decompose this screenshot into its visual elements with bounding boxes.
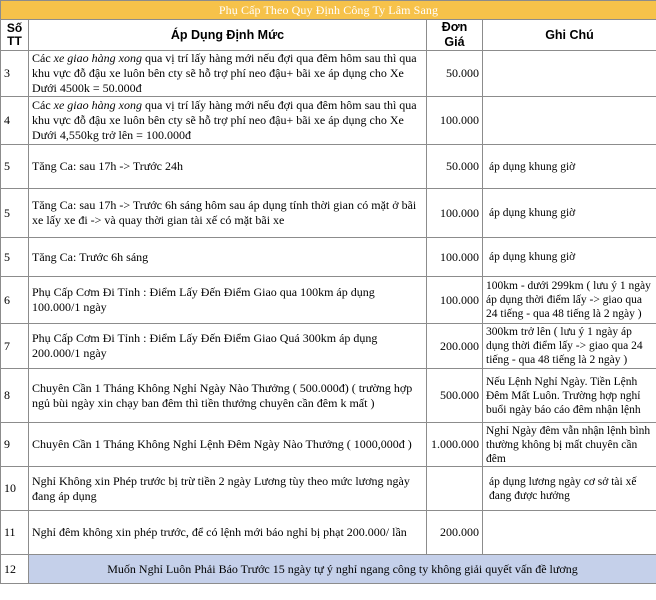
cell-stt[interactable]: 8 (1, 369, 29, 423)
cell-note[interactable]: Nếu Lệnh Nghỉ Ngày. Tiền Lệnh Đêm Mất Luôn. Trường hợp nghỉ buổi ngày báo cáo đêm nhận lệnh (483, 369, 656, 423)
table-row (1, 467, 656, 511)
cell-price[interactable]: 50.000 (427, 145, 483, 189)
cell-rule[interactable] (29, 97, 427, 145)
cell-stt[interactable]: 10 (1, 467, 29, 511)
table-row (1, 51, 656, 97)
cell-stt[interactable]: 3 (1, 51, 29, 97)
table-title[interactable]: Phụ Cấp Theo Quy Định Công Ty Lâm Sang (1, 1, 656, 20)
cell-price[interactable]: 200.000 (427, 511, 483, 555)
header-note[interactable]: Ghi Chú (483, 20, 656, 51)
cell-note[interactable] (483, 511, 656, 555)
cell-note[interactable]: 300km trở lên ( lưu ý 1 ngày áp dụng thời điểm lấy -> giao qua 24 tiếng - qua 48 tiếng là 2 ngày ) (483, 324, 656, 369)
table-row (1, 277, 656, 324)
rule-text-italic: xe giao hàng xong (53, 51, 142, 65)
cell-price[interactable]: 100.000 (427, 277, 483, 324)
cell-rule[interactable]: Tăng Ca: Trước 6h sáng (29, 238, 427, 277)
title-row (1, 1, 656, 20)
cell-price[interactable]: 100.000 (427, 189, 483, 238)
cell-price[interactable]: 200.000 (427, 324, 483, 369)
cell-rule[interactable]: Chuyên Cần 1 Tháng Không Nghỉ Lệnh Đêm Ngày Nào Thưởng ( 1000,000đ ) (29, 423, 427, 467)
table-row-footer (1, 555, 656, 584)
cell-rule[interactable]: Chuyên Cần 1 Tháng Không Nghỉ Ngày Nào Thưởng ( 500.000đ) ( trường hợp ngủ bùi ngày xin chạy ban đêm thì tiền thưởng chuyên cần đêm k mất ) (29, 369, 427, 423)
header-stt[interactable]: Số TT (1, 20, 29, 51)
cell-footer-note[interactable]: Muốn Nghỉ Luôn Phải Báo Trước 15 ngày tự ý nghỉ ngang công ty không giải quyết vấn đề lương (29, 555, 656, 584)
cell-note[interactable] (483, 51, 656, 97)
cell-note[interactable] (483, 97, 656, 145)
cell-note[interactable]: áp dụng khung giờ (483, 145, 656, 189)
cell-stt[interactable]: 5 (1, 238, 29, 277)
rule-text-post: qua vị trí lấy hàng mới nếu đợi qua đêm hôm sau thì qua khu vực đỗ đậu xe luôn bên cty sẽ hỗ trợ phí neo đậu+ bãi xe áp dụng cho Xe Dưới 4500k = 50.000đ (32, 51, 417, 95)
cell-stt[interactable]: 11 (1, 511, 29, 555)
cell-stt[interactable]: 4 (1, 97, 29, 145)
cell-stt[interactable]: 12 (1, 555, 29, 584)
cell-stt[interactable]: 6 (1, 277, 29, 324)
cell-price[interactable]: 100.000 (427, 97, 483, 145)
header-row (1, 20, 656, 51)
header-price[interactable]: Đơn Giá (427, 20, 483, 51)
cell-stt[interactable]: 9 (1, 423, 29, 467)
cell-stt[interactable]: 5 (1, 145, 29, 189)
table-row (1, 324, 656, 369)
cell-price[interactable]: 50.000 (427, 51, 483, 97)
cell-note[interactable]: Nghỉ Ngày đêm vẫn nhận lệnh bình thường không bị mất chuyên cần đêm (483, 423, 656, 467)
cell-rule[interactable]: Nghỉ đêm không xin phép trước, để có lệnh mới báo nghỉ bị phạt 200.000/ lần (29, 511, 427, 555)
table-row (1, 145, 656, 189)
rule-text-post: qua vị trí lấy hàng mới nếu đợi qua đêm hôm sau thì qua khu vực đỗ đậu xe luôn bên cty sẽ hỗ trợ phí neo đậu+ bãi xe áp dụng cho Xe Dưới 4,550kg trở lên = 100.000đ (32, 98, 417, 142)
rule-text-italic: xe giao hàng xong (53, 98, 142, 112)
cell-rule[interactable]: Phụ Cấp Cơm Đi Tỉnh : Điểm Lấy Đến Điểm Giao Quá 300km áp dụng 200.000/1 ngày (29, 324, 427, 369)
cell-rule[interactable]: Nghỉ Không xin Phép trước bị trừ tiền 2 ngày Lương tùy theo mức lương ngày đang áp dụng (29, 467, 427, 511)
cell-note[interactable]: áp dụng lương ngày cơ sở tài xế đang được hưởng (483, 467, 656, 511)
cell-rule[interactable] (29, 51, 427, 97)
cell-note[interactable]: áp dụng khung giờ (483, 189, 656, 238)
table-row (1, 423, 656, 467)
header-rule[interactable]: Áp Dụng Định Mức (29, 20, 427, 51)
cell-note[interactable]: áp dụng khung giờ (483, 238, 656, 277)
cell-rule[interactable]: Phụ Cấp Cơm Đi Tỉnh : Điểm Lấy Đến Điểm Giao qua 100km áp dụng 100.000/1 ngày (29, 277, 427, 324)
table-row (1, 369, 656, 423)
cell-rule[interactable]: Tăng Ca: sau 17h -> Trước 24h (29, 145, 427, 189)
cell-note[interactable]: 100km - dưới 299km ( lưu ý 1 ngày áp dụng thời điểm lấy -> giao qua 24 tiếng - qua 48 tiếng là 2 ngày ) (483, 277, 656, 324)
cell-price[interactable]: 1.000.000 (427, 423, 483, 467)
cell-price[interactable]: 500.000 (427, 369, 483, 423)
cell-price[interactable] (427, 467, 483, 511)
cell-rule[interactable]: Tăng Ca: sau 17h -> Trước 6h sáng hôm sau áp dụng tính thời gian có mặt ở bãi xe lấy xe đi -> và quay thời gian tài xế có mặt bãi xe (29, 189, 427, 238)
table-row (1, 511, 656, 555)
table-row (1, 238, 656, 277)
cell-price[interactable]: 100.000 (427, 238, 483, 277)
table-row (1, 189, 656, 238)
cell-stt[interactable]: 7 (1, 324, 29, 369)
cell-stt[interactable]: 5 (1, 189, 29, 238)
rule-text-pre: Các (32, 51, 54, 65)
rule-text-pre: Các (32, 98, 54, 112)
table-row (1, 97, 656, 145)
